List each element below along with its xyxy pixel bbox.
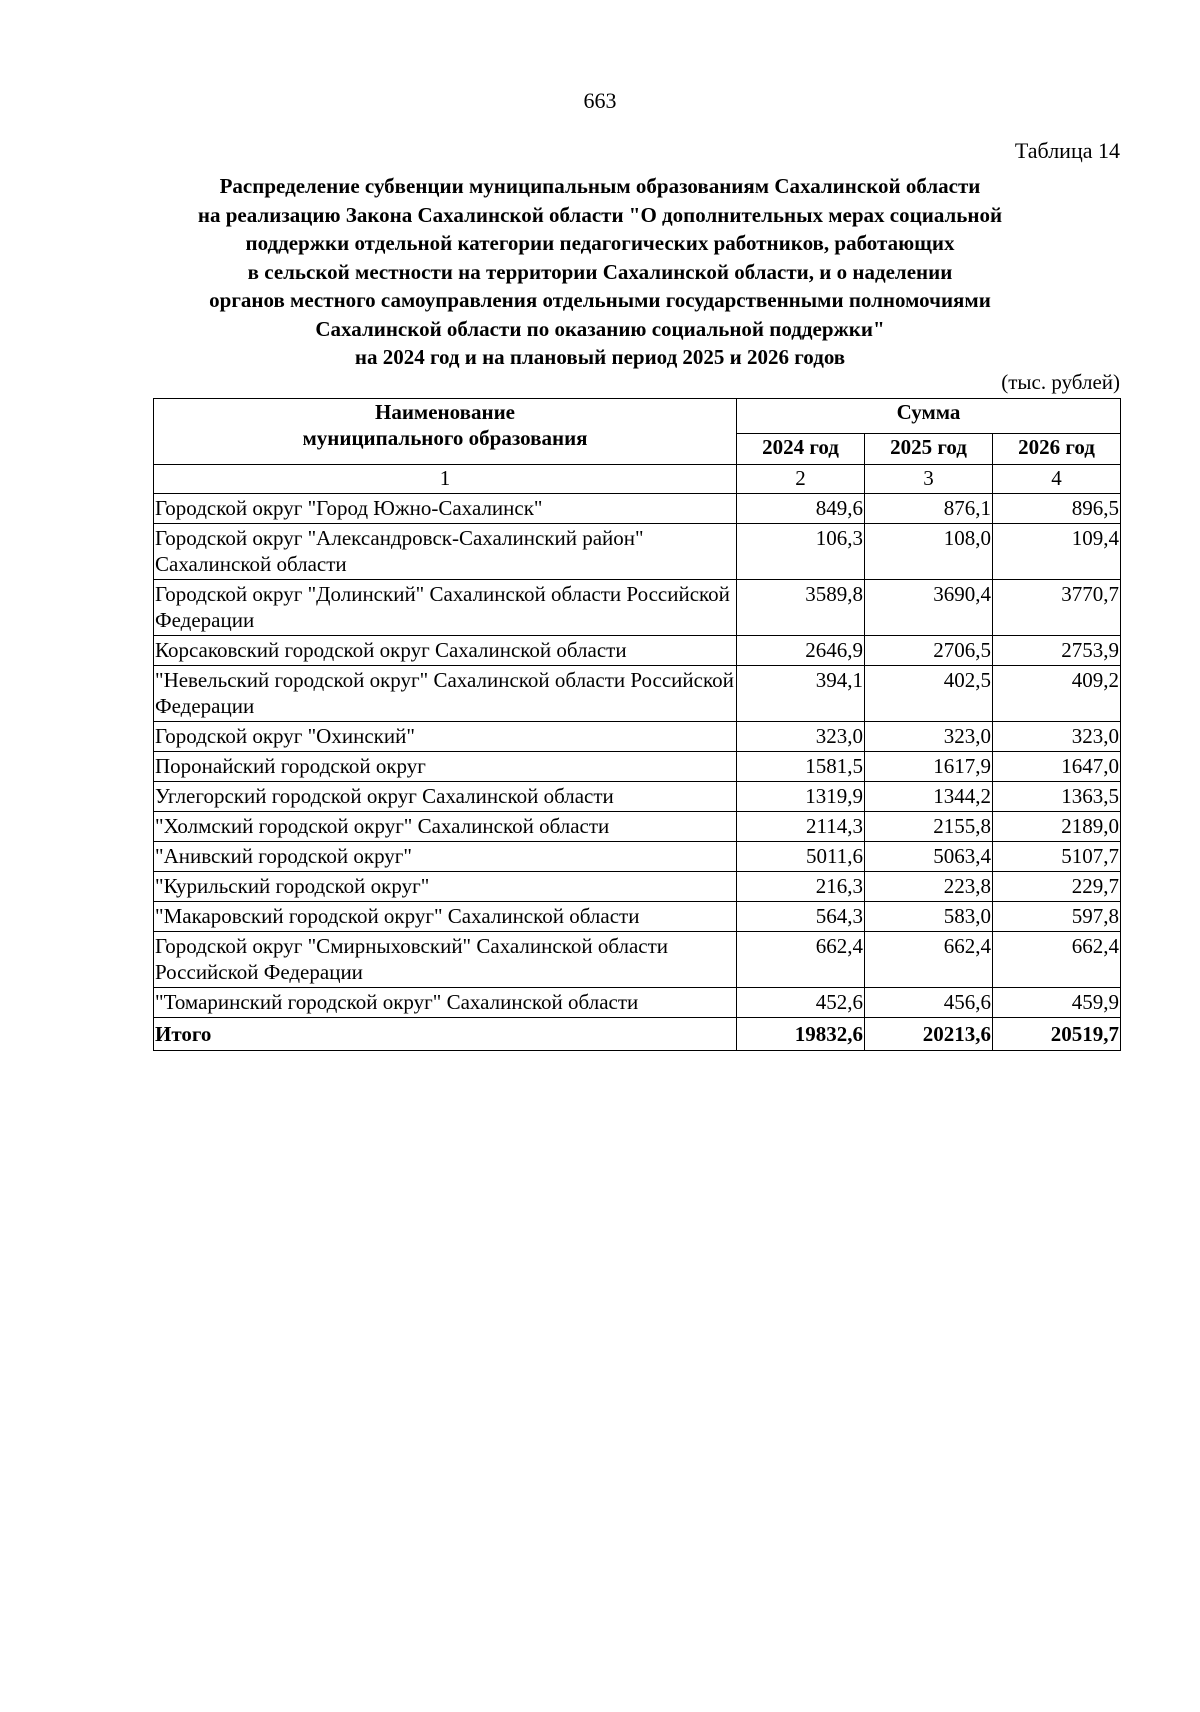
row-value-2025: 2706,5 bbox=[865, 636, 993, 666]
table-row bbox=[154, 872, 1121, 902]
row-value-2025: 108,0 bbox=[865, 524, 993, 580]
row-value-2026: 662,4 bbox=[993, 932, 1121, 988]
total-value-2024: 19832,6 bbox=[737, 1018, 865, 1051]
row-value-2026: 2753,9 bbox=[993, 636, 1121, 666]
table-row bbox=[154, 580, 1121, 636]
row-value-2026: 459,9 bbox=[993, 988, 1121, 1018]
table-row bbox=[154, 752, 1121, 782]
header-year-2026: 2026 год bbox=[993, 434, 1121, 465]
row-value-2026: 5107,7 bbox=[993, 842, 1121, 872]
table-row bbox=[154, 722, 1121, 752]
row-name-cell: Углегорский городской округ Сахалинской области bbox=[154, 782, 737, 812]
page-number: 663 bbox=[583, 88, 617, 113]
column-number: 3 bbox=[865, 465, 993, 494]
document-title bbox=[120, 172, 1080, 372]
row-value-2026: 109,4 bbox=[993, 524, 1121, 580]
row-value-2025: 1617,9 bbox=[865, 752, 993, 782]
row-value-2024: 3589,8 bbox=[737, 580, 865, 636]
header-sum: Сумма bbox=[737, 399, 1121, 434]
row-value-2025: 402,5 bbox=[865, 666, 993, 722]
row-value-2024: 2114,3 bbox=[737, 812, 865, 842]
title-line: Сахалинской области по оказанию социальной поддержки" bbox=[315, 316, 885, 341]
row-name-cell: "Томаринский городской округ" Сахалинской области bbox=[154, 988, 737, 1018]
row-value-2024: 564,3 bbox=[737, 902, 865, 932]
row-value-2026: 1647,0 bbox=[993, 752, 1121, 782]
table-row bbox=[154, 524, 1121, 580]
column-number: 4 bbox=[993, 465, 1121, 494]
column-number: 2 bbox=[737, 465, 865, 494]
row-value-2024: 662,4 bbox=[737, 932, 865, 988]
row-name-cell: Городской округ "Город Южно-Сахалинск" bbox=[154, 494, 737, 524]
row-name-cell: Поронайский городской округ bbox=[154, 752, 737, 782]
row-name-cell: Городской округ "Охинский" bbox=[154, 722, 737, 752]
row-value-2025: 3690,4 bbox=[865, 580, 993, 636]
row-value-2024: 2646,9 bbox=[737, 636, 865, 666]
title-line: на 2024 год и на плановый период 2025 и 2026 годов bbox=[354, 345, 846, 369]
table-row bbox=[154, 932, 1121, 988]
total-value-2025: 20213,6 bbox=[865, 1018, 993, 1051]
table-row bbox=[154, 494, 1121, 524]
row-value-2024: 849,6 bbox=[737, 494, 865, 524]
row-value-2024: 394,1 bbox=[737, 666, 865, 722]
title-line: на реализацию Закона Сахалинской области "О дополнительных мерах социальной bbox=[197, 202, 1003, 227]
row-name-cell: Городской округ "Смирныховский" Сахалинской области Российской Федерации bbox=[154, 932, 737, 988]
row-value-2026: 229,7 bbox=[993, 872, 1121, 902]
row-value-2024: 452,6 bbox=[737, 988, 865, 1018]
title-line: в сельской местности на территории Сахалинской области, и о наделении bbox=[247, 259, 953, 284]
row-value-2024: 1581,5 bbox=[737, 752, 865, 782]
title-line: поддержки отдельной категории педагогических работников, работающих bbox=[245, 231, 955, 255]
table-body bbox=[154, 494, 1121, 1051]
total-value-2026: 20519,7 bbox=[993, 1018, 1121, 1051]
table-row bbox=[154, 988, 1121, 1018]
row-name-cell: "Макаровский городской округ" Сахалинской области bbox=[154, 902, 737, 932]
title-line: Распределение субвенции муниципальным образованиям Сахалинской области bbox=[219, 174, 981, 198]
row-value-2025: 323,0 bbox=[865, 722, 993, 752]
table-row bbox=[154, 636, 1121, 666]
row-name-cell: Городской округ "Долинский" Сахалинской области Российской Федерации bbox=[154, 580, 737, 636]
column-number: 1 bbox=[154, 465, 737, 494]
row-value-2026: 323,0 bbox=[993, 722, 1121, 752]
table-row bbox=[154, 666, 1121, 722]
units-label: (тыс. рублей) bbox=[1001, 370, 1120, 394]
header-year-2025: 2025 год bbox=[865, 434, 993, 465]
row-value-2025: 583,0 bbox=[865, 902, 993, 932]
row-value-2024: 216,3 bbox=[737, 872, 865, 902]
table-label: Таблица 14 bbox=[1014, 138, 1120, 163]
total-label: Итого bbox=[154, 1018, 737, 1051]
row-value-2026: 896,5 bbox=[993, 494, 1121, 524]
row-value-2025: 223,8 bbox=[865, 872, 993, 902]
row-value-2026: 409,2 bbox=[993, 666, 1121, 722]
row-name-cell: Корсаковский городской округ Сахалинской области bbox=[154, 636, 737, 666]
header-year-2024: 2024 год bbox=[737, 434, 865, 465]
row-name-cell: "Анивский городской округ" bbox=[154, 842, 737, 872]
row-value-2025: 5063,4 bbox=[865, 842, 993, 872]
row-name-cell: "Курильский городской округ" bbox=[154, 872, 737, 902]
row-name-cell: Городской округ "Александровск-Сахалинский район" Сахалинской области bbox=[154, 524, 737, 580]
row-value-2026: 2189,0 bbox=[993, 812, 1121, 842]
table-row bbox=[154, 812, 1121, 842]
title-line: органов местного самоуправления отдельными государственными полномочиями bbox=[209, 288, 991, 312]
row-name-cell: "Холмский городской округ" Сахалинской области bbox=[154, 812, 737, 842]
row-value-2025: 876,1 bbox=[865, 494, 993, 524]
row-value-2025: 1344,2 bbox=[865, 782, 993, 812]
header-name-line2: муниципального образования bbox=[302, 426, 588, 450]
table-row bbox=[154, 902, 1121, 932]
row-value-2025: 456,6 bbox=[865, 988, 993, 1018]
row-value-2024: 5011,6 bbox=[737, 842, 865, 872]
table-row bbox=[154, 842, 1121, 872]
header-name-line1: Наименование bbox=[375, 400, 515, 424]
row-value-2026: 1363,5 bbox=[993, 782, 1121, 812]
row-value-2025: 662,4 bbox=[865, 932, 993, 988]
row-value-2024: 1319,9 bbox=[737, 782, 865, 812]
row-value-2024: 106,3 bbox=[737, 524, 865, 580]
row-value-2026: 3770,7 bbox=[993, 580, 1121, 636]
header-name bbox=[154, 399, 737, 465]
subsidy-table bbox=[153, 398, 1121, 1051]
row-value-2024: 323,0 bbox=[737, 722, 865, 752]
total-row bbox=[154, 1018, 1121, 1051]
row-value-2025: 2155,8 bbox=[865, 812, 993, 842]
table-row bbox=[154, 782, 1121, 812]
row-value-2026: 597,8 bbox=[993, 902, 1121, 932]
row-name-cell: "Невельский городской округ" Сахалинской области Российской Федерации bbox=[154, 666, 737, 722]
